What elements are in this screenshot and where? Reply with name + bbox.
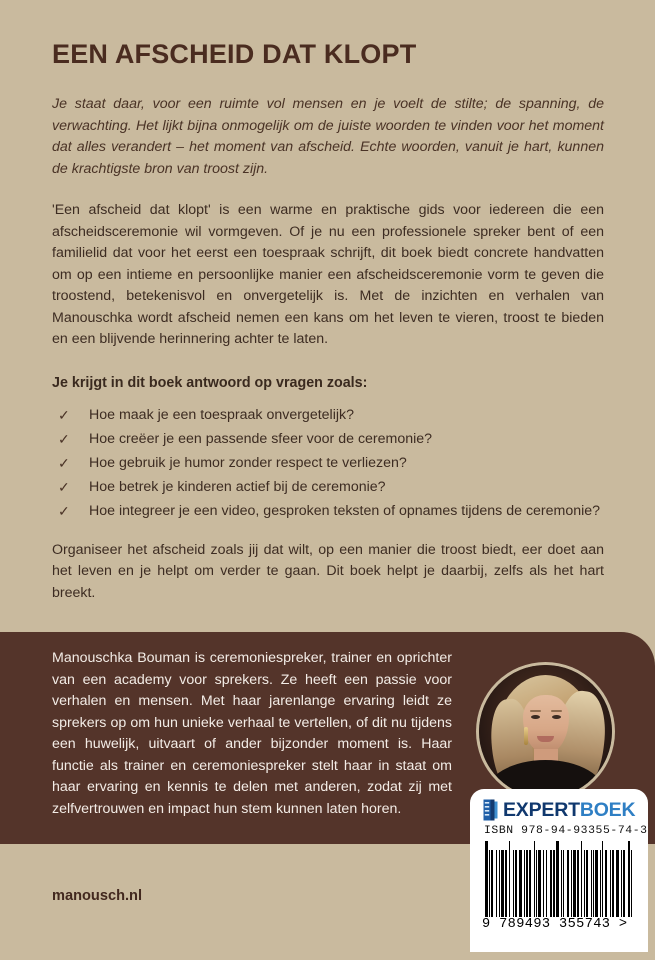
questions-heading: Je krijgt in dit boek antwoord op vragen zoals: xyxy=(52,374,368,391)
portrait-eye-right xyxy=(552,715,561,719)
check-icon: ✓ xyxy=(58,454,70,471)
portrait-earring xyxy=(524,727,528,745)
list-item xyxy=(52,429,604,450)
list-item xyxy=(52,453,604,474)
portrait-brow-right xyxy=(551,710,562,712)
avatar xyxy=(479,665,612,798)
portrait-brow-left xyxy=(530,710,541,712)
list-item-label: Hoe betrek je kinderen actief bij de ceremonie? xyxy=(89,478,386,495)
check-icon: ✓ xyxy=(58,430,70,447)
author-portrait xyxy=(479,665,612,798)
list-item-label: Hoe gebruik je humor zonder respect te verliezen? xyxy=(89,454,407,471)
intro-paragraph: Je staat daar, voor een ruimte vol mensen en je voelt de stilte; de spanning, de verwachting. Het lijkt bijna onmogelijk om de juiste woorden te vinden voor het moment dat alles verandert – het moment van afscheid. Echte woorden, vanuit je hart, kunnen de krachtigste bron van troost zijn. xyxy=(52,96,604,177)
list-item-label: Hoe maak je een toespraak onvergetelijk? xyxy=(89,406,354,423)
list-item-label: Hoe integreer je een video, gesproken teksten of opnames tijdens de ceremonie? xyxy=(89,502,601,519)
publisher-logo-text xyxy=(503,799,635,821)
check-icon: ✓ xyxy=(58,478,70,495)
main-content xyxy=(52,0,604,604)
barcode xyxy=(485,841,633,917)
website-url: manousch.nl xyxy=(52,888,143,904)
publisher-logo-part2: BOEK xyxy=(579,799,636,821)
isbn-sticker xyxy=(470,789,648,952)
publisher-logo-part1: EXPERT xyxy=(503,799,580,821)
list-item xyxy=(52,477,604,498)
open-book-icon xyxy=(483,799,502,821)
body-paragraph: 'Een afscheid dat klopt' is een warme en praktische gids voor iedereen die een afscheidsceremonie wil vormgeven. Of je nu een professionele spreker bent of een familielid dat voor het eerst een toespraak schrijft, dit boek biedt concrete handvatten om op een intieme en persoonlijke manier een afscheidsceremonie vorm te geven die troostend, betekenisvol en onvergetelijk is. Met de inzichten en verhalen van Manouschka wordt afscheid nemen een kans om het leven te vieren, troost te bieden en een blijvende herinnering achter te laten. xyxy=(52,202,604,348)
publisher-logo xyxy=(483,797,635,823)
check-icon: ✓ xyxy=(58,406,70,423)
portrait-eye-left xyxy=(531,715,540,719)
barcode-digits: 9 789493 355743 > xyxy=(482,917,628,932)
list-item xyxy=(52,501,604,522)
check-icon: ✓ xyxy=(58,502,70,519)
questions-list xyxy=(52,405,604,522)
isbn-number: ISBN 978-94-93355-74-3 xyxy=(484,825,648,837)
list-item xyxy=(52,405,604,426)
author-bio-text: Manouschka Bouman is ceremoniespreker, trainer en oprichter van een academy voor sprekers. Ze heeft een passie voor verhalen en mensen. Met haar jarenlange ervaring leidt ze sprekers op om hun unieke verhaal te vertellen, of dit nu tijdens een huwelijk, uitvaart of ander bijzonder moment is. Haar functie als trainer en ceremoniespreker stelt haar in staat om haar ervaring en kennis te delen met anderen, zodat zij met zelfvertrouwen en impact hun stem kunnen laten horen. xyxy=(52,650,452,817)
page-title: EEN AFSCHEID DAT KLOPT xyxy=(52,39,417,69)
closing-paragraph: Organiseer het afscheid zoals jij dat wilt, op een manier die troost biedt, eer doet aan het leven en je helpt om verder te gaan. Dit boek helpt je daarbij, zelfs als het hart breekt. xyxy=(52,541,604,601)
list-item-label: Hoe creëer je een passende sfeer voor de ceremonie? xyxy=(89,430,433,447)
